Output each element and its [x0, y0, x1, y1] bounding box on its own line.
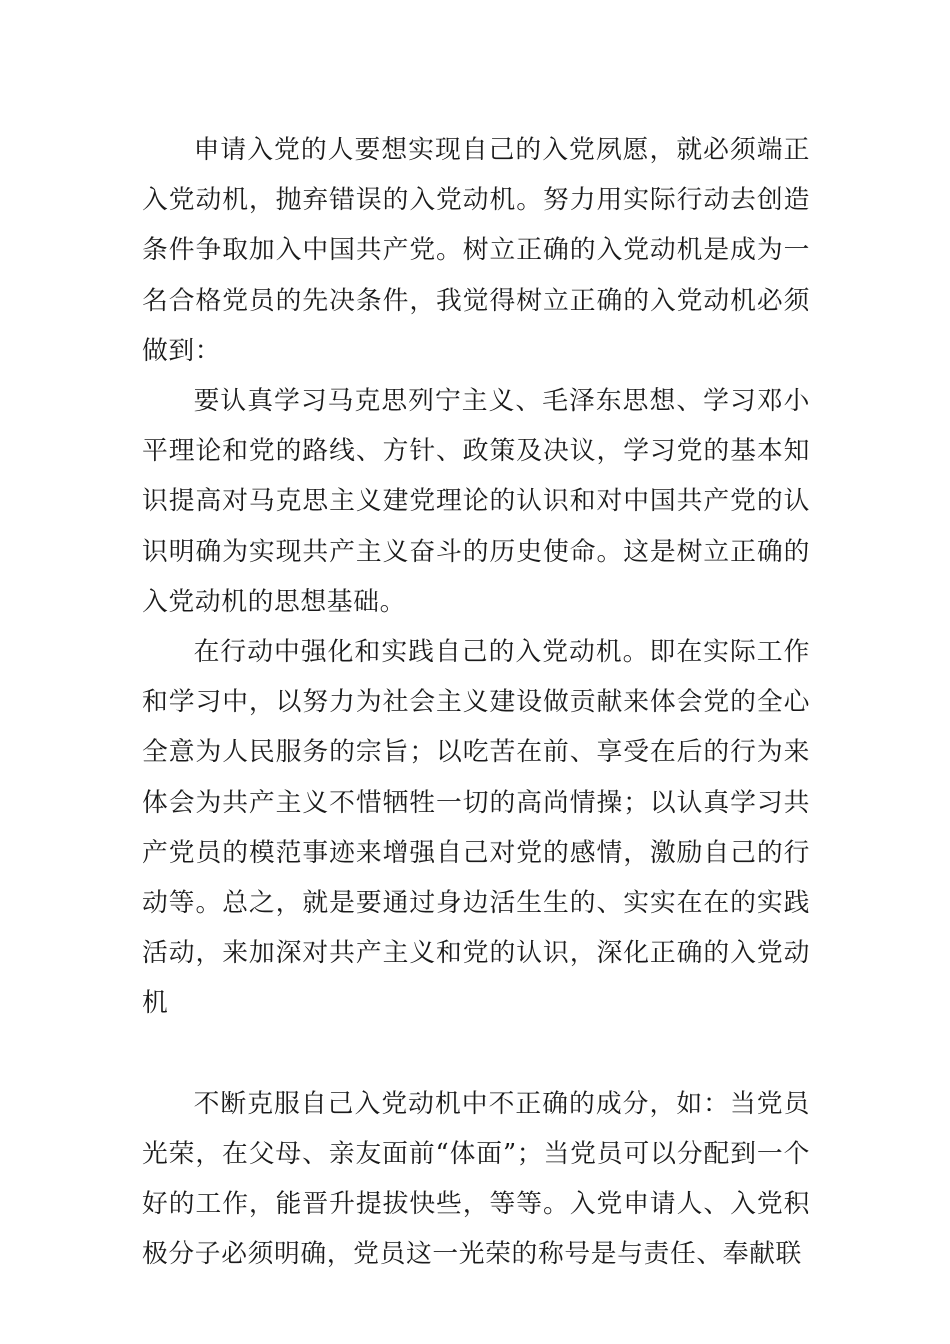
paragraph-entry-motivation: 申请入党的人要想实现自己的入党夙愿，就必须端正入党动机，抛弃错误的入党动机。努力用实际行动去创造条件争取加入中国共产党。树立正确的入党动机是成为一名合格党员的先决条件，我觉得树立正确的入党动机必须做到：	[142, 135, 810, 366]
paragraph-practice-action: 在行动中强化和实践自己的入党动机。即在实际工作和学习中，以努力为社会主义建设做贡献来体会党的全心全意为人民服务的宗旨；以吃苦在前、享受在后的行为来体会为共产主义不惜牺牲一切的高尚情操；以认真学习共产党员的模范事迹来增强自己对党的感情，激励自己的行动等。总之，就是要通过身边活生生的、实实在在的实践活动，来加深对共产主义和党的认识，深化正确的入党动机	[142, 637, 810, 1019]
paragraph-study-theory: 要认真学习马克思列宁主义、毛泽东思想、学习邓小平理论和党的路线、方针、政策及决议，学习党的基本知识提高对马克思主义建党理论的认识和对中国共产党的认识明确为实现共产主义奋斗的历史使命。这是树立正确的入党动机的思想基础。	[142, 386, 810, 617]
document-body	[142, 125, 810, 1279]
paragraph-overcome-incorrect: 不断克服自己入党动机中不正确的成分，如：当党员光荣，在父母、亲友面前“体面”；当党员可以分配到一个好的工作，能晋升提拔快些，等等。入党申请人、入党积极分子必须明确，党员这一光荣的称号是与责任、奉献联	[142, 1088, 810, 1270]
